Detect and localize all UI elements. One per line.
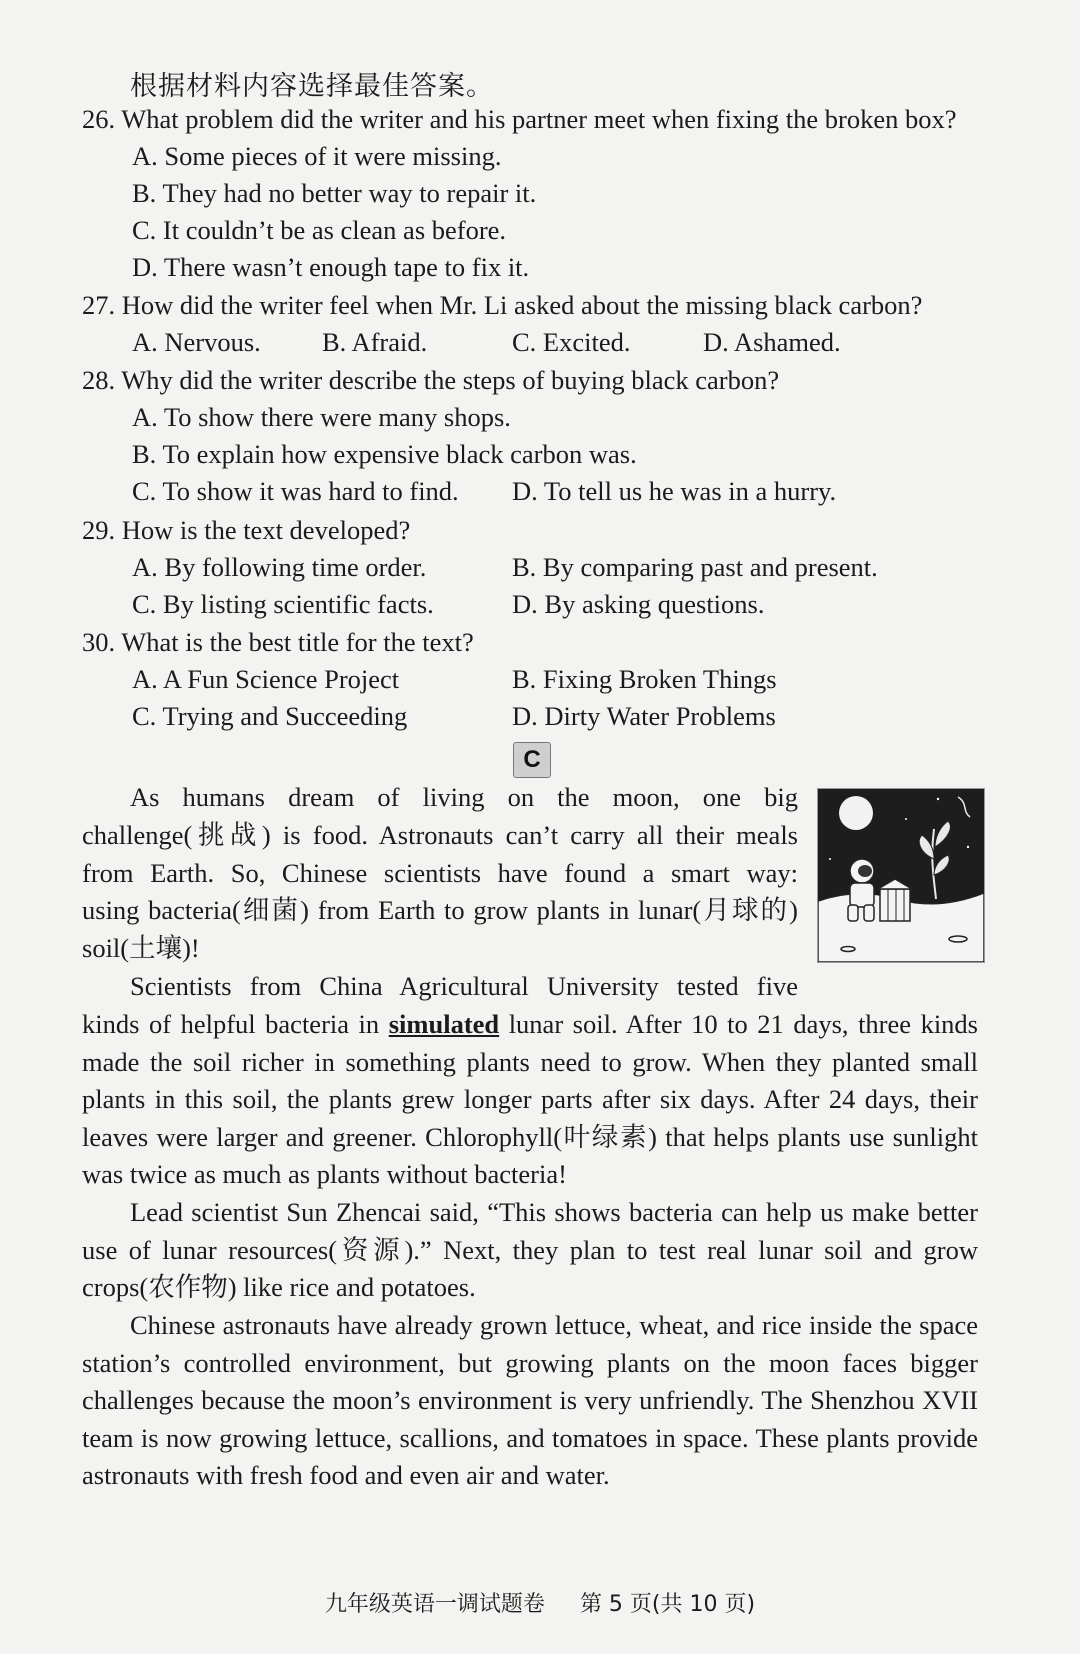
question-28-option-b: B. To explain how expensive black carbon was. [132,439,637,469]
question-29-option-c: C. By listing scientific facts. [132,589,434,619]
question-26-option-c: C. It couldn’t be as clean as before. [132,215,507,245]
question-28-option-d: D. To tell us he was in a hurry. [512,476,837,506]
question-27-option-d: D. Ashamed. [703,327,841,357]
question-29-option-b: B. By comparing past and present. [512,552,878,582]
passage-paragraph-4 [82,1307,978,1495]
passage-p2-post: lunar soil. After 10 to 21 days, three kinds made the soil richer in something plants need to grow. When they planted small plants in this soil, the plants grew longer parts after six days. After 24 days, their leaves were larger and greener. Chlorophyll(叶绿素) that helps plants use sunlight was twice as much as plants without bacteria! [82,1009,978,1190]
question-28-option-a: A. To show there were many shops. [132,402,511,432]
passage-line [82,968,798,1006]
question-29-stem: 29. How is the text developed? [82,515,411,545]
question-27-option-c: C. Excited. [512,327,631,357]
underlined-word-simulated: simulated [388,1009,500,1039]
passage-p1-line5: soil(土壤)! [82,933,200,963]
question-30-option-c: C. Trying and Succeeding [132,701,408,731]
question-28-option-c: C. To show it was hard to find. [132,476,459,506]
page-footer [0,1587,1080,1618]
question-30-stem: 30. What is the best title for the text? [82,627,474,657]
question-30-option-b: B. Fixing Broken Things [512,664,777,694]
passage-line [82,779,798,817]
question-26-stem: 26. What problem did the writer and his partner meet when fixing the broken box? [82,104,957,134]
passage-p2-line1: Scientists from China Agricultural University tested five [130,971,798,1001]
question-27-option-b: B. Afraid. [322,327,428,357]
passage-p1-line4: using bacteria(细菌) from Earth to grow plants in lunar(月球的) [82,895,798,925]
moon-scene-icon [818,789,984,962]
footer-exam-title: 九年级英语一调试题卷 [324,1592,545,1617]
section-c-label: C [513,742,551,778]
astronaut-plant-illustration [817,788,985,963]
passage-p4-text: Chinese astronauts have already grown lettuce, wheat, and rice inside the space station’s controlled environment, but growing plants on the moon faces bigger challenges because the moon’s environment is very unfriendly. The Shenzhou XVII team is now growing lettuce, scallions, and tomatoes in space. These plants provide astronauts with fresh food and even air and water. [82,1310,978,1491]
question-28-stem: 28. Why did the writer describe the steps of buying black carbon? [82,365,780,395]
footer-page-number: 第 5 页(共 10 页) [579,1592,756,1617]
instruction-text: 根据材料内容选择最佳答案。 [130,71,494,101]
question-29-option-a: A. By following time order. [132,552,427,582]
question-29-option-d: D. By asking questions. [512,589,765,619]
question-30-option-d: D. Dirty Water Problems [512,701,776,731]
passage-p1-line3: from Earth. So, Chinese scientists have found a smart way: [82,858,798,888]
passage-p1-line1: As humans dream of living on the moon, one big [130,782,798,812]
passage-paragraph-2 [82,1006,978,1194]
question-26-option-a: A. Some pieces of it were missing. [132,141,502,171]
question-27-stem: 27. How did the writer feel when Mr. Li asked about the missing black carbon? [82,290,923,320]
passage-p1-line2: challenge(挑战) is food. Astronauts can’t carry all their meals [82,820,798,850]
passage-paragraph-3 [82,1194,978,1307]
question-26-option-d: D. There wasn’t enough tape to fix it. [132,252,530,282]
question-30-option-a: A. A Fun Science Project [132,664,400,694]
question-27-option-a: A. Nervous. [132,327,261,357]
passage-p3-text: Lead scientist Sun Zhencai said, “This shows bacteria can help us make better use of lunar resources(资源).” Next, they plan to test real lunar soil and grow crops(农作物) like rice and potatoes. [82,1197,978,1303]
passage-p2-pre: kinds of helpful bacteria in [82,1009,389,1039]
question-26-option-b: B. They had no better way to repair it. [132,178,537,208]
